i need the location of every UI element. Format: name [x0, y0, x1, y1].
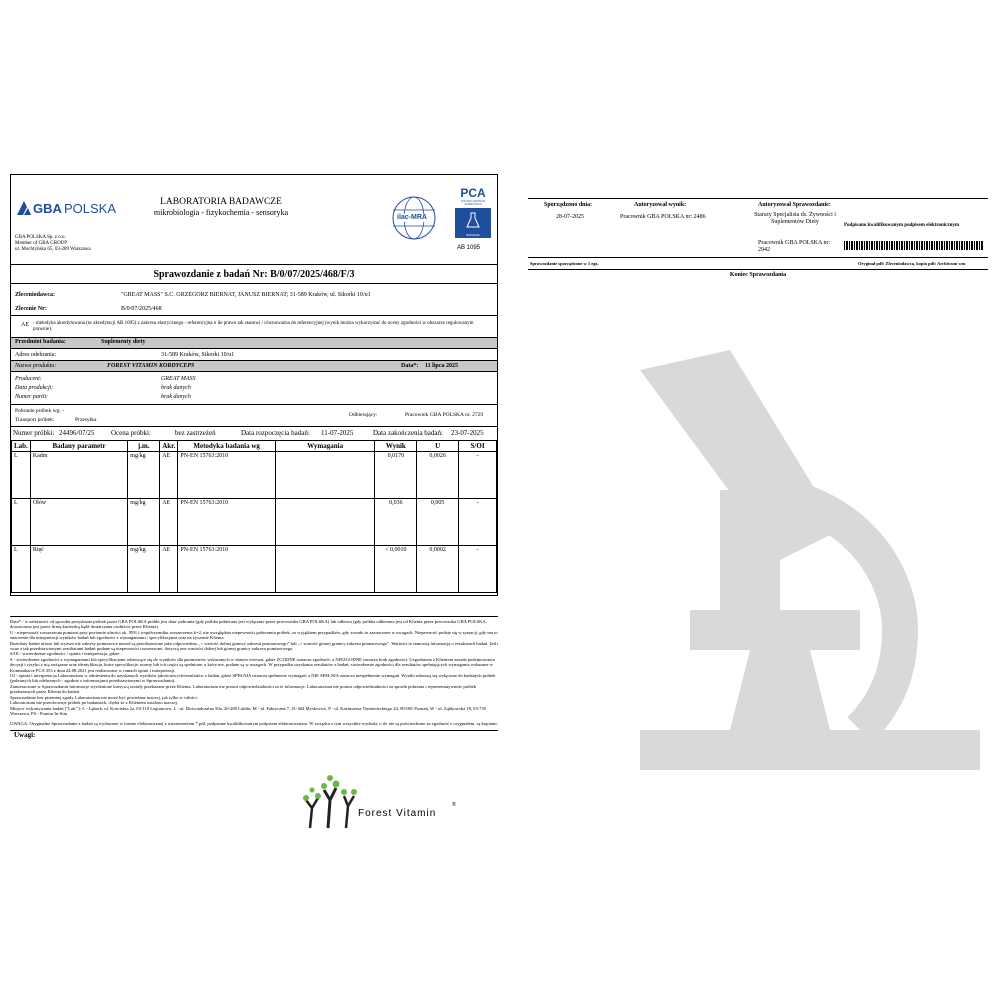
cell-wynik: 0,036 — [375, 499, 417, 546]
cell-jm: mg/kg — [128, 452, 160, 499]
note: U - niepewność rozszerzona pomiaru przy poziomie ufności ok. 95% i współczynniku rozszerzenia k=2, nie uwzględnia niepewności pobierania próbek, za wyjątkiem przypadków, gdy zostało to zaznaczone w uwagach. Niepewność podaje się w sytuacji, gdy ma to znaczenie dla interpretacji wyników badań lub zgodności z wymaganiami / specyfikacjami oraz na życzenie Klienta. — [10, 629, 498, 641]
autoryzowal-spr-label: Autoryzował Sprawozdanie: — [758, 202, 831, 208]
pca-text: PCA — [460, 186, 486, 200]
cell-lab: L — [12, 452, 31, 499]
cell-akr: AE — [160, 452, 178, 499]
data-produkcji-label: Data produkcji: — [15, 385, 54, 391]
cell-param: Rtęć — [30, 546, 127, 593]
col-header-param: Badany parametr — [30, 441, 127, 452]
cell-u: 0,0026 — [417, 452, 459, 499]
cell-param: Kadm — [30, 452, 127, 499]
ilac-text: ilac-MRA — [397, 214, 427, 221]
zleceniodawca-label: Zleceniodawca: — [15, 292, 55, 298]
ae-code: AE — [21, 322, 29, 328]
ae-description: - metodyka akredytowana (nr akredytacji AB 1095) z zakresu elastycznego - referencyjna o ile prawo tak stanowi / równoważna do referencyjnej (wynik można wykorzystać do oceny zgodności w obszarze regulowanym prawnie). — [33, 321, 474, 332]
signature-panel — [528, 198, 988, 282]
sporzadzono-value: 28-07-2025 — [556, 214, 584, 220]
cell-wymagania — [275, 499, 375, 546]
pca-badge — [455, 187, 491, 241]
cell-metodyka: PN-EN 15763:2010 — [178, 546, 276, 593]
lab-title: LABORATORIA BADAWCZE — [160, 197, 282, 207]
note: Zamieszczone w Sprawozdaniu informacje wyróżnione kursywą zostały przekazane przez Klienta. Laboratorium nie ponosi odpowiedzialności za te informacje. Laboratorium nie ponosi odpowiedzialności za sposób pobrania i reprezentatywność próbek przekazanych przez Klienta do badań. — [10, 683, 477, 695]
company-line: GBA POLSKA Sp. z o.o. — [15, 235, 66, 240]
ab-number: AB 1095 — [457, 245, 481, 251]
footnotes — [10, 616, 498, 740]
company-line: Member of GBA GROUP — [15, 241, 68, 246]
note: OI - opinia i interpretacja Laboratorium w odniesieniu do uzyskanych wyników jakościowych/rezultatów z badań, gdzie SPEŁNIA oznacza spełnienie wymagań, a NIE SPEŁNIA oznacza niespełnienie wymagań. Wyniki odnoszą się wyłącznie do badanych próbek (pobranych lub odebranych - zgodnie z informacjami przedstawionymi w Sprawozdaniu). — [10, 673, 496, 684]
cell-soi: - — [459, 546, 497, 593]
autoryzowal-spr-value: Pracownik GBA POLSKA nr: 2942 — [758, 240, 831, 253]
footer-left: Sprawozdanie sporządzone w 1 egz. — [530, 261, 599, 266]
cell-metodyka: PN-EN 15763:2010 — [178, 499, 276, 546]
przedmiot-bar — [11, 337, 497, 349]
pca-badanie: BADANIA — [466, 233, 480, 237]
rozpoczecie-label: Data rozpoczęcia badań: — [241, 429, 310, 437]
zleceniodawca-value: "GREAT MASS" S.C. GRZEGORZ BIERNAT, JANUSZ BIERNAT; 31-589 Kraków, ul. Sikorki 10/u1 — [121, 292, 371, 298]
col-header-soi: S/OI — [459, 441, 497, 452]
data-value: 11 lipca 2025 — [425, 363, 459, 369]
note: Sprawozdanie bez pisemnej zgody Laboratorium nie może być powielane inaczej, jak tylko w całości. — [10, 694, 198, 700]
odbierajacy-label: Odbierający: — [349, 412, 378, 418]
note: S - stwierdzenie zgodności z wymaganiami lub specyfikacjami odnoszące się do wyników dla parametrów wskazanych w danym wierszu, gdzie ZGODNE oznacza zgodność, a NIEZGODNE oznacza brak zgodności. Uzgodniona z Klientem zasada podejmowania decyzji i ryzyko z nią związane oraz identyfikacja, które specyfikacje, normy lub ich części są spełnione, a które nie, podane są w uwagach. W przypadku uzyskania rezultatów z badań, stwierdzenie zgodności dla rezultatów spełniających wymagania wskazane w Komunikacie PCA 353 z dnia 24.08.2021 jest realizowane w ramach opinii i interpretacji. — [10, 656, 495, 673]
odbierajacy-value: Pracownik GBA POLSKA nr. 2729 — [405, 412, 484, 418]
producent-value: GREAT MASS — [161, 376, 196, 382]
transport-label: Transport próbek: — [15, 417, 55, 423]
signature-barcode — [844, 241, 984, 250]
report-title: Sprawozdanie z badań Nr: B/0/07/2025/468/F/3 — [153, 269, 355, 280]
cell-jm: mg/kg — [128, 499, 160, 546]
note: S/OI - stwierdzenie zgodności / opinia i interpretacja, gdzie: — [10, 651, 121, 657]
note: UWAGA: Oryginalne Sprawozdanie z badań są wydawane w formie elektronicznej z rozszerzeniem *.pdf, podpisane kwalifikowanym podpisem elektronicznym. W związku z tym wszystkie wydruki, o ile nie są potwierdzone za zgodność z oryginałem, są kopiami. — [10, 721, 498, 727]
numer-partii-value: brak danych — [161, 394, 191, 400]
cell-metodyka: PN-EN 15763:2010 — [178, 452, 276, 499]
producent-label: Producent: — [15, 376, 42, 382]
col-header-u: U — [417, 441, 459, 452]
uwagi-label: Uwagi: — [14, 730, 36, 739]
numer-probki-value: 24496/07/25 — [59, 429, 95, 437]
lab-subtitle: mikrobiologia - fizykochemia - sensoryka — [153, 208, 289, 217]
col-header-lab: Lab. — [12, 441, 31, 452]
cell-u: 0,005 — [417, 499, 459, 546]
nazwa-label: Nazwa produktu: — [15, 363, 57, 369]
table-row — [12, 452, 497, 499]
przedmiot-label: Przedmiot badania: — [15, 339, 66, 345]
data-label: Data*: — [401, 363, 419, 369]
col-header-metodyka: Metodyka badania wg — [178, 441, 276, 452]
autoryzowal-spr-role: Starszy Specjalista ds. Żywności i Suplementów Diety — [754, 212, 836, 225]
forest-vitamin-logo — [300, 770, 480, 830]
cell-soi: - — [459, 499, 497, 546]
nazwa-value: FOREST VITAMIN KORDYCEPS — [107, 363, 195, 369]
table-row — [12, 499, 497, 546]
adres-value: 31-589 Kraków, Sikorki 10/u1 — [161, 352, 235, 358]
ilac-badge — [391, 195, 441, 241]
pca-blue-box — [455, 208, 491, 238]
zlecenie-value: B/0/07/2025/468 — [121, 306, 162, 312]
report-page — [10, 174, 498, 1000]
cell-wymagania — [275, 452, 375, 499]
gba-logo — [17, 199, 127, 217]
cell-wynik: < 0,0010 — [375, 546, 417, 593]
cell-jm: mg/kg — [128, 546, 160, 593]
ocena-label: Ocena próbki: — [111, 429, 151, 437]
cell-soi: - — [459, 452, 497, 499]
pca-small-text: POLSKIE CENTRUM AKREDYTACJI — [461, 200, 485, 206]
company-line: ul. Mochtyńska 65, 03-289 Warszawa — [15, 247, 91, 252]
col-header-jm: j.m. — [128, 441, 160, 452]
data-produkcji-value: brak danych — [161, 385, 191, 391]
cell-akr: AE — [160, 499, 178, 546]
numer-partii-label: Numer partii: — [15, 394, 49, 400]
table-row — [12, 546, 497, 593]
cell-u: 0,0002 — [417, 546, 459, 593]
autoryzowal-wynik-value: Pracownik GBA POLSKA nr: 2486 — [620, 214, 706, 220]
koniec-text: Koniec Sprawozdania — [729, 272, 787, 278]
note: Data* - w zależności od sposobu pozyskania próbek przez GBA POLSKA próbki jest data: pobrania (gdy próbka pobierana jest wyłącznie przez pracownika GBA POLSKA) lub odbioru (gdy próbka odbierana jest od Klienta przez pracownika GBA POLSKA, dostarczana jest przez firmę kurierską bądź dostarczana osobiście przez Klienta). — [10, 619, 487, 630]
company-address — [15, 235, 91, 253]
microscope-watermark-icon — [580, 330, 980, 795]
zakonczenie-value: 23-07-2025 — [451, 429, 484, 437]
cell-lab: L — [12, 546, 31, 593]
przedmiot-value: Suplementy diety — [101, 339, 146, 345]
note: Laboratorium nie przechowuje próbek po badaniach, chyba że z Klientem ustalono inaczej. — [10, 700, 178, 706]
gba-logo-icon — [17, 201, 31, 215]
col-header-wynik: Wynik — [375, 441, 417, 452]
cell-wynik: 0,0170 — [375, 452, 417, 499]
lab-heading — [141, 197, 301, 218]
autoryzowal-wynik-label: Autoryzował wynik: — [634, 202, 687, 208]
pobranie-label: Pobranie próbek wg: - — [15, 408, 65, 414]
footer-right: Oryginał pdf: Zleceniodawca, kopia pdf: Archiwum wm — [858, 261, 966, 266]
zlecenie-label: Zlecenie Nr: — [15, 306, 47, 312]
podpisano-text: Podpisano kwalifikowanym podpisem elektronicznym — [844, 223, 960, 228]
col-header-akr: Akr. — [160, 441, 178, 452]
table-header-row — [12, 441, 497, 452]
report-sheet — [10, 174, 498, 596]
cell-param: Ołów — [30, 499, 127, 546]
adres-label: Adres odebrania: — [15, 352, 57, 358]
cell-lab: L — [12, 499, 31, 546]
flask-icon — [466, 212, 480, 228]
results-table — [11, 440, 497, 593]
numer-probki-label: Numer próbki: — [13, 429, 55, 437]
cell-wymagania — [275, 546, 375, 593]
note: Miejsce wykonywania badań ("Lab."): L - Lębork, ul. Kościelna 2a, 03-110 Legionowo, L - ul. Doświadczalna 50a, 20-280 Lublin, M - ul. Fabryczna 7, 41-404 Mysłowice, P - ul. Kazimierza Tymienieckiego 24, 90-081 Poznań, W - ul. Ząbkowska 18, 03-735 Warszawa, PS - Pomiar In-Situ — [10, 705, 487, 716]
transport-value: Przesyłka — [75, 417, 97, 423]
rozpoczecie-value: 11-07-2025 — [321, 429, 354, 437]
tree-icon — [300, 770, 360, 830]
forest-logo-text: Forest Vitamin — [358, 808, 437, 819]
cell-akr: AE — [160, 546, 178, 593]
logo-gba-text: GBA — [33, 201, 62, 216]
logo-polska-text: POLSKA — [64, 201, 117, 216]
ocena-value: bez zastrzeżeń — [175, 429, 216, 437]
sporzadzono-label: Sporządzono dnia: — [544, 202, 593, 208]
col-header-wymagania: Wymagania — [275, 441, 375, 452]
zakonczenie-label: Data zakończenia badań: — [373, 429, 443, 437]
note: Rezultaty badań niższe lub wyższe niż zakresy pomiarowe metod są przedstawione jako odpowiednio „< wartość dolnej granicy zakresu pomiarowego" lub „> wartość górnej granicy zakresu pomiarowego". Wartości te stanowią informację o rezultatach badań. Jeśli wraz z tak przedstawionymi rezultatami badań podane są niepewności rozszerzone, dotyczą one wartości dolnej lub górnej granicy zakresu pomiarowego. — [10, 640, 498, 652]
registered-icon: ® — [452, 802, 456, 808]
